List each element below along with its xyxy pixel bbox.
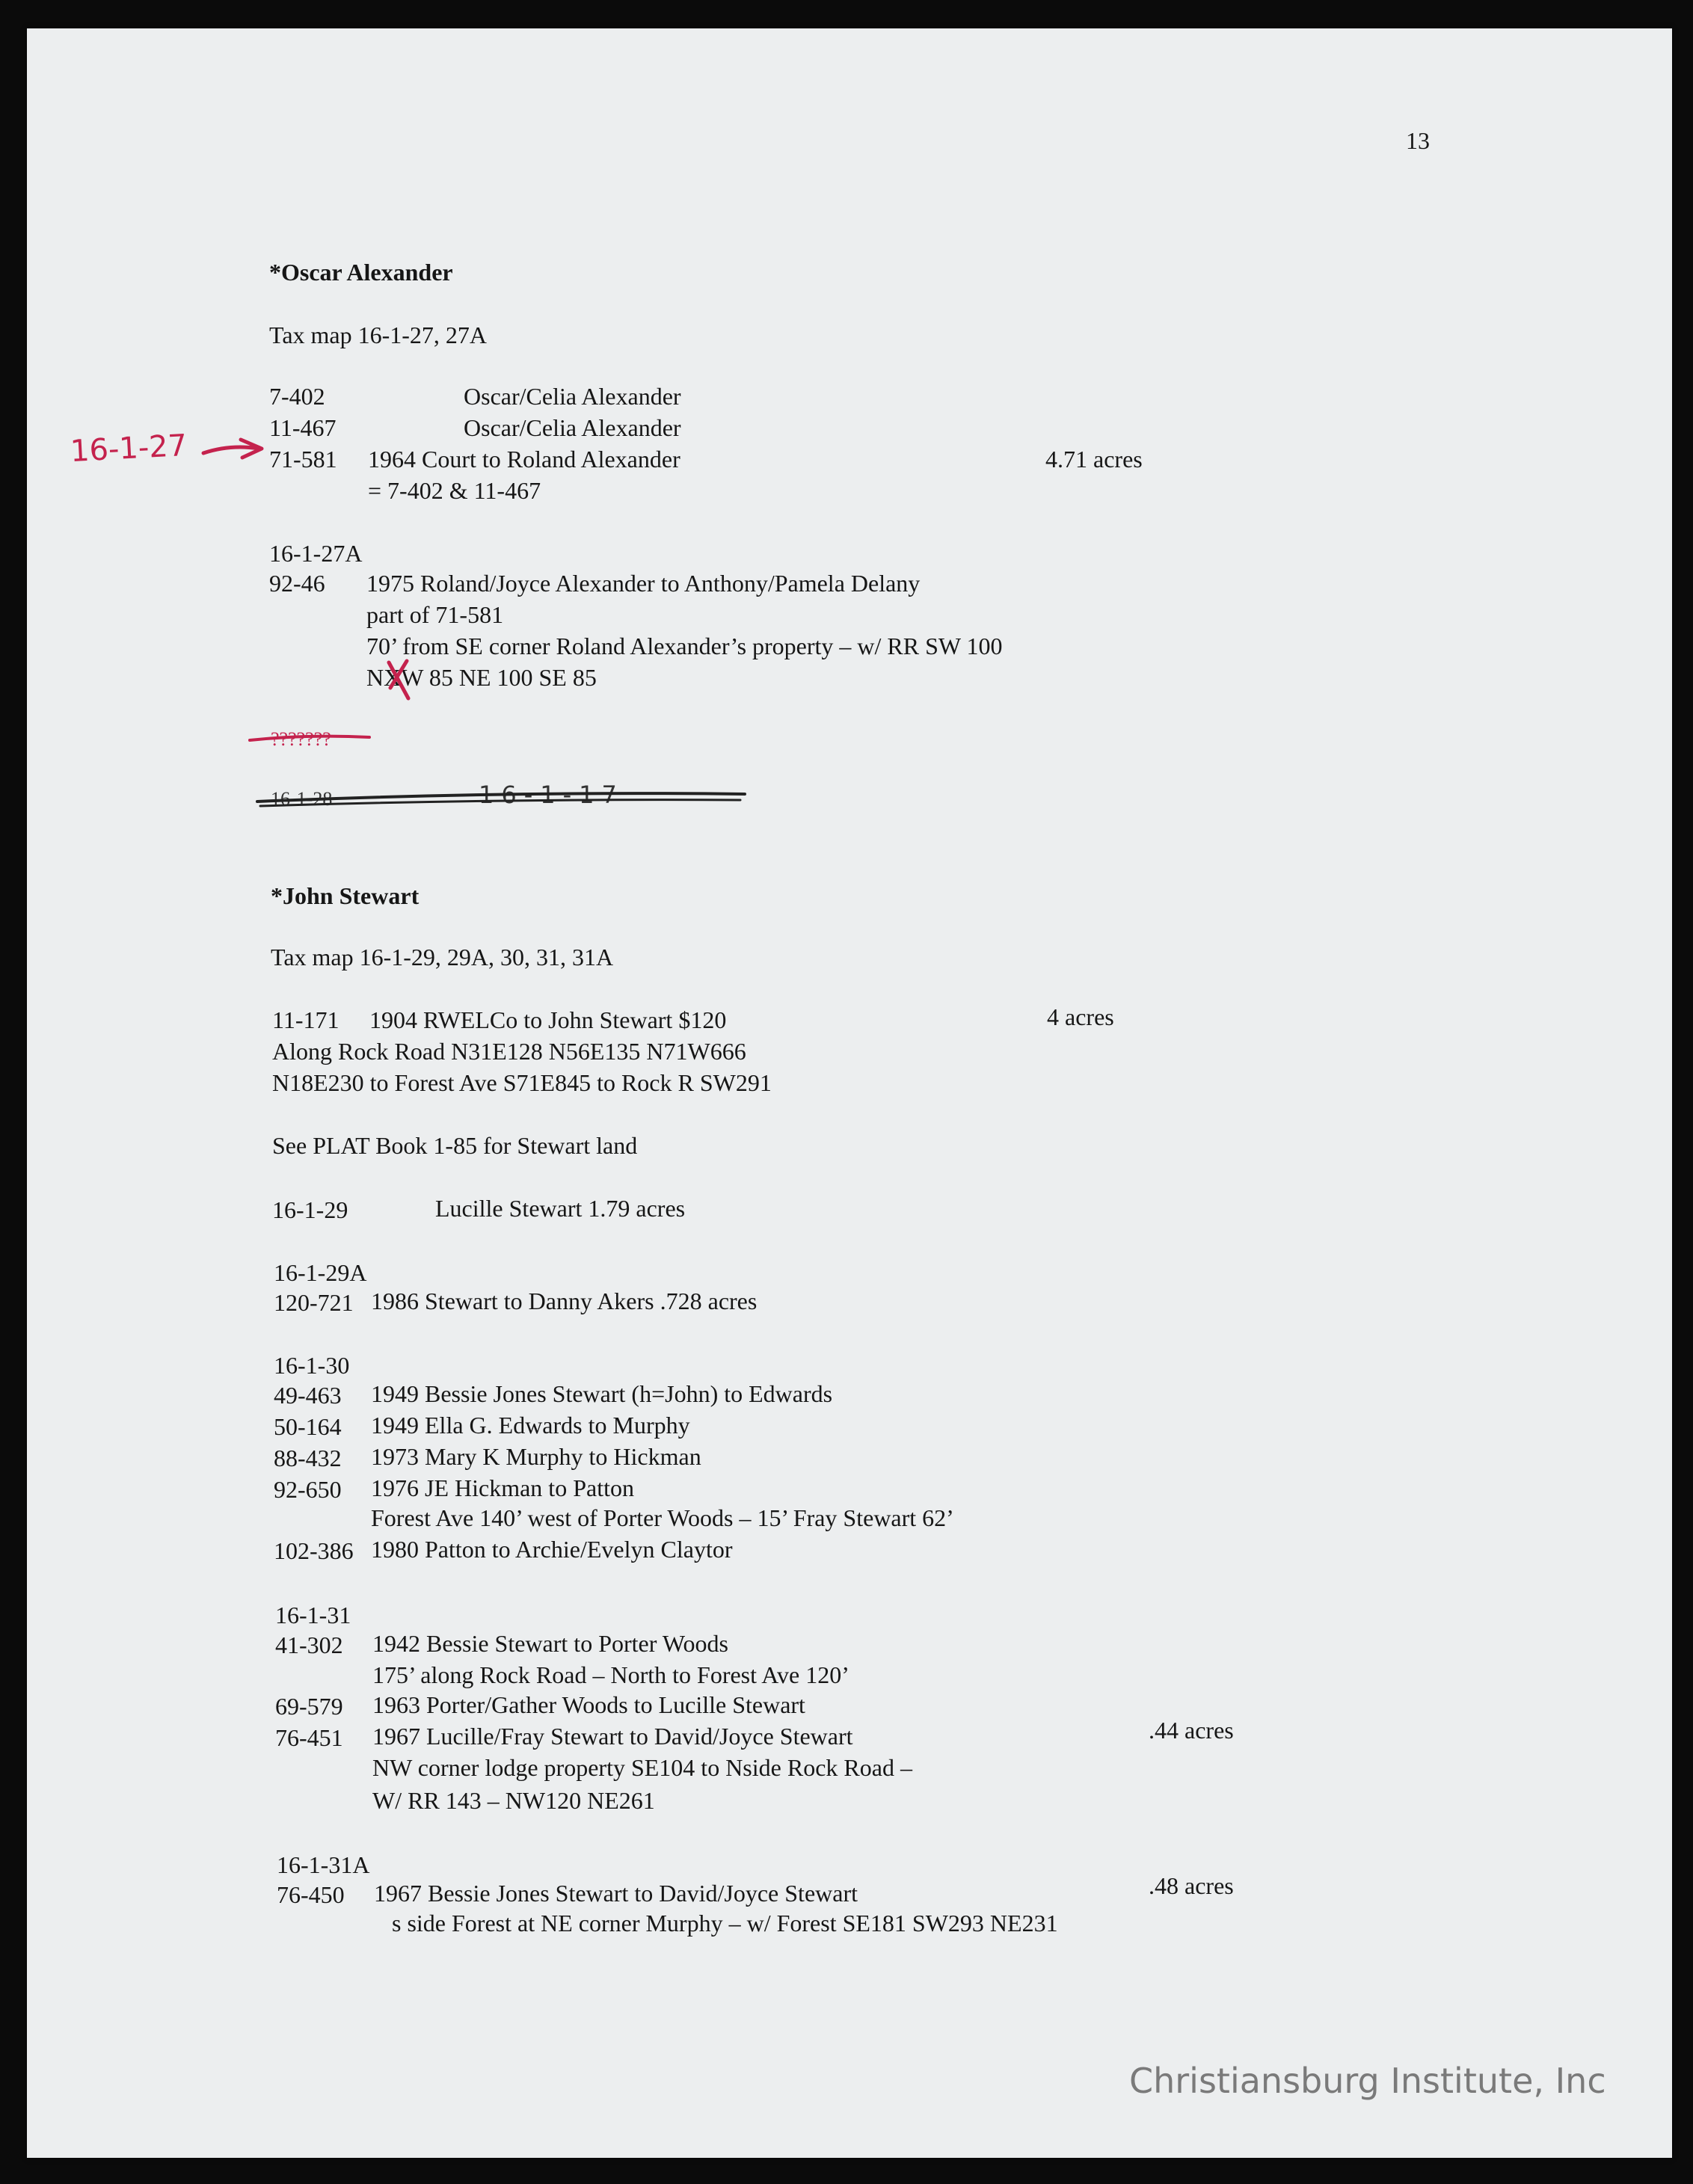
tax-map-line: Tax map 16-1-27, 27A: [269, 322, 488, 348]
red-strikethrough-icon: [247, 727, 374, 749]
strikethrough-icon: [254, 781, 748, 815]
acreage: .48 acres: [1149, 1872, 1234, 1899]
record-text: 1973 Mary K Murphy to Hickman: [371, 1443, 701, 1470]
record-ref: 92-650: [274, 1476, 342, 1503]
record-text: 1986 Stewart to Danny Akers .728 acres: [371, 1288, 758, 1314]
handwritten-annotation: 16-1-27: [69, 428, 188, 470]
record-ref: 92-46: [269, 570, 325, 597]
record-note: NXW 85 NE 100 SE 85: [366, 664, 597, 691]
watermark: Christiansburg Institute, Inc: [1129, 2061, 1606, 2101]
acreage: 4.71 acres: [1045, 446, 1143, 473]
record-note: = 7-402 & 11-467: [368, 477, 541, 504]
record-text: 1942 Bessie Stewart to Porter Woods: [372, 1630, 728, 1657]
section-heading-oscar: *Oscar Alexander: [269, 259, 453, 286]
struck-handwriting: 16-1-17: [479, 781, 624, 809]
record-text: 1976 JE Hickman to Patton: [371, 1474, 634, 1501]
plat-reference: See PLAT Book 1-85 for Stewart land: [272, 1132, 638, 1159]
record-note: s side Forest at NE corner Murphy – w/ Forest SE181 SW293 NE231: [392, 1910, 1058, 1937]
record-text: 1967 Bessie Jones Stewart to David/Joyce Stewart: [374, 1880, 858, 1907]
record-note: part of 71-581: [366, 601, 504, 628]
record-ref: 49-463: [274, 1382, 342, 1409]
record-ref: 102-386: [274, 1537, 354, 1564]
record-note: 70’ from SE corner Roland Alexander’s property – w/ RR SW 100: [366, 633, 1003, 659]
record-text: Oscar/Celia Alexander: [464, 414, 681, 441]
record-ref: 120-721: [274, 1289, 354, 1316]
parcel-id: 16-1-29: [272, 1196, 348, 1223]
struck-text: 16-1-28: [271, 788, 333, 810]
record-ref: 76-451: [275, 1724, 343, 1751]
record-text: Oscar/Celia Alexander: [464, 383, 681, 410]
record-ref: 88-432: [274, 1445, 342, 1471]
record-ref: 7-402: [269, 383, 325, 410]
parcel-id: 16-1-27A: [269, 540, 363, 567]
parcel-id: 16-1-30: [274, 1352, 350, 1379]
record-ref: 50-164: [274, 1413, 342, 1440]
record-ref: 11-171: [272, 1006, 339, 1033]
red-arrow-icon: [200, 434, 268, 464]
record-text: 1967 Lucille/Fray Stewart to David/Joyce Stewart: [372, 1723, 853, 1750]
acreage: .44 acres: [1149, 1717, 1234, 1744]
acreage: 4 acres: [1047, 1003, 1114, 1030]
parcel-id: 16-1-31A: [277, 1851, 370, 1878]
page-number: 13: [1406, 127, 1430, 154]
record-note: Forest Ave 140’ west of Porter Woods – 15’ Fray Stewart 62’: [371, 1504, 954, 1531]
record-text: 1949 Ella G. Edwards to Murphy: [371, 1412, 690, 1439]
record-text: 1949 Bessie Jones Stewart (h=John) to Edwards: [371, 1380, 833, 1407]
record-text: 1980 Patton to Archie/Evelyn Claytor: [371, 1536, 733, 1563]
record-ref: 69-579: [275, 1693, 343, 1720]
parcel-id: 16-1-29A: [274, 1259, 367, 1286]
record-text: Lucille Stewart 1.79 acres: [435, 1195, 686, 1222]
record-text: 1975 Roland/Joyce Alexander to Anthony/Pamela Delany: [366, 570, 921, 597]
record-text: 1963 Porter/Gather Woods to Lucille Stewart: [372, 1691, 805, 1718]
section-heading-stewart: *John Stewart: [271, 882, 420, 909]
record-text: 1904 RWELCo to John Stewart $120: [369, 1006, 727, 1033]
record-ref: 71-581: [269, 446, 337, 473]
record-note: W/ RR 143 – NW120 NE261: [372, 1787, 655, 1814]
record-text: 1964 Court to Roland Alexander: [368, 446, 680, 473]
record-note: 175’ along Rock Road – North to Forest Ave 120’: [372, 1661, 849, 1688]
parcel-id: 16-1-31: [275, 1602, 351, 1628]
tax-map-line: Tax map 16-1-29, 29A, 30, 31, 31A: [271, 944, 614, 971]
record-note: N18E230 to Forest Ave S71E845 to Rock R SW291: [272, 1069, 772, 1096]
record-ref: 41-302: [275, 1631, 343, 1658]
struck-text: ???????: [271, 728, 331, 750]
record-ref: 76-450: [277, 1881, 345, 1908]
record-note: Along Rock Road N31E128 N56E135 N71W666: [272, 1038, 746, 1065]
record-ref: 11-467: [269, 414, 337, 441]
record-note: NW corner lodge property SE104 to Nside Rock Road –: [372, 1754, 912, 1781]
red-x-mark-icon: [383, 658, 413, 703]
